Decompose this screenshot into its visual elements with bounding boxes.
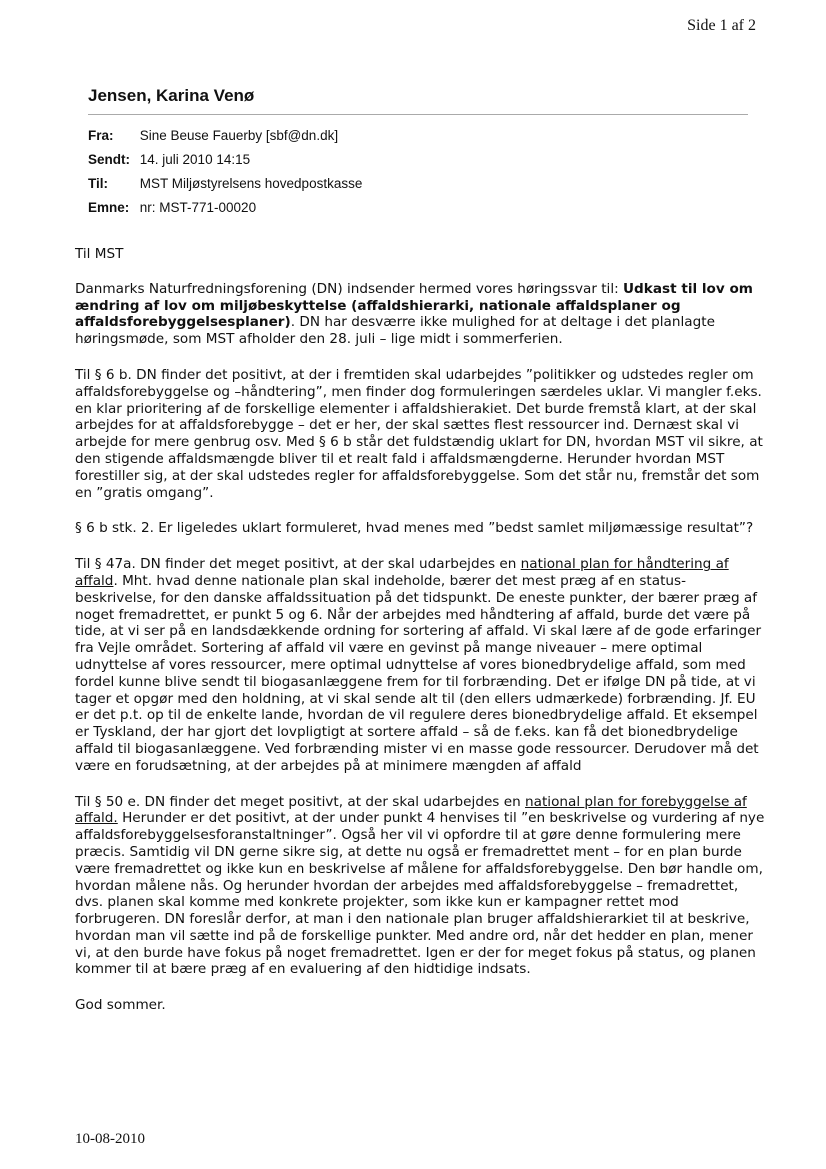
paragraph-intro-rest: . DN har desværre ikke mulighed for at deltage i det planlagte høringsmøde, som MST afholder den 28. juli – lige midt i sommerferien. bbox=[75, 314, 715, 348]
to-label: Til: bbox=[88, 176, 108, 191]
header-divider bbox=[88, 114, 748, 115]
greeting: Til MST bbox=[75, 246, 124, 262]
bill-title: Udkast til lov om ændring af lov om miljøbeskyttelse (affaldshierarki, nationale affaldsplaner og affaldsforebyggelsesplaner) bbox=[75, 280, 753, 331]
page-number: Side 1 af 2 bbox=[687, 17, 756, 34]
mailbox-owner-name: Jensen, Karina Venø bbox=[88, 86, 255, 105]
paragraph-section-47a bbox=[75, 556, 765, 774]
paragraph-50e-intro: Til § 50 e. DN finder det meget positivt, at der skal udarbejdes en bbox=[75, 793, 526, 810]
paragraph-section-6b: Til § 6 b. DN finder det positivt, at der i fremtiden skal udarbejdes ”politikker og udstedes regler om affaldsforebyggelse og –håndtering”, men finder dog formuleringen særdeles uklar. Vi mangler f.eks. en klar prioritering af de forskellige elementer i affaldshierakiet. Det burde fremstå klart, at der skal arbejdes for at affaldsforebygge – det er her, der skal sættes flest ressourcer ind. Dernæst skal vi arbejde for mere genbrug osv. Med § 6 b står det fuldstændig uklart for DN, hvordan MST vil sikre, at den stigende affaldsmængde bliver til et realt fald i affaldsmængderne. Herunder hvordan MST forestiller sig, at der skal udstedes regler for affaldsforebyggelse. Som det står nu, fremstår det som en ”gratis omgang”. bbox=[75, 366, 763, 501]
from-value: Sine Beuse Fauerby [sbf@dn.dk] bbox=[139, 128, 339, 143]
sent-row bbox=[88, 148, 728, 172]
subject-row bbox=[88, 196, 728, 220]
sent-value: 14. juli 2010 14:15 bbox=[139, 152, 251, 167]
paragraph-section-6b-stk2: § 6 b stk. 2. Er ligeledes uklart formuleret, hvad menes med ”bedst samlet miljømæssige resultat”? bbox=[75, 520, 754, 537]
from-row bbox=[88, 124, 728, 148]
to-row bbox=[88, 172, 728, 196]
closing: God sommer. bbox=[75, 997, 166, 1014]
prevention-plan-underlined: national plan for forebyggelse af affald. bbox=[75, 793, 747, 827]
paragraph-section-50e bbox=[75, 794, 765, 979]
national-waste-plan-underlined: national plan for håndtering af affald bbox=[75, 556, 729, 589]
from-label: Fra: bbox=[88, 128, 114, 143]
to-value: MST Miljøstyrelsens hovedpostkasse bbox=[139, 176, 363, 191]
paragraph-50e-rest: Herunder er det positivt, at der under punkt 4 henvises til ”en beskrivelse og vurdering af nye affaldsforebyggelsesforanstaltninger”. Også her vil vi opfordre til at gøre denne formulering mere præcis. Samtidig vil DN gerne sikre sig, at dette nu også er fremadrettet ment – for en plan burde være fremadrettet og ikke kun en beskrivelse af målene for affaldsforebyggelse. Den bør handle om, hvordan målene nås. Og herunder hvordan der arbejdes med affaldsforebyggelse – fremadrettet, dvs. planen skal komme med konkrete projekter, som ikke kun er kampagner rettet mod forbrugeren. DN foreslår derfor, at man i den nationale plan bruger affaldshierarkiet til at beskrive, hvordan man vil sætte ind på de forskellige punkter. Med andre ord, når det hedder en plan, mener vi, at den burde have fokus på noget fremadrettet. Igen er der for meget fokus på status, og planen kommer til at bære præg af en evaluering af den hidtidige indsats. bbox=[75, 810, 765, 978]
paragraph-47a-intro: Til § 47a. DN finder det meget positivt, at der skal udarbejdes en bbox=[75, 556, 521, 573]
paragraph-47a-rest: . Mht. hvad denne nationale plan skal indeholde, bærer det mest præg af en status-beskrivelse, for den danske affaldssituation på det tidspunkt. De eneste punkter, der bærer præg af noget fremadrettet, er punkt 5 og 6. Når der arbejdes med håndtering af affald, burde det være på tide, at vi ser på en landsdækkende ordning for sortering af affald. Vi skal lære af de gode erfaringer fra Vejle området. Sortering af affald vil være en gevinst på mange niveauer – mere optimal udnyttelse af vores ressourcer, mere optimal udnyttelse af vores bionedbrydelige affald, som med fordel kunne blive sendt til biogasanlæggene frem for til forbrænding. Det er ifølge DN på tide, at vi tager et opgør med den holdning, at vi skal sende alt til (den ellers udmærkede) forbrænding. Jf. EU er det p.t. op til de enkelte lande, hvordan de vil regulere deres bionedbrydelige affald. Et eksempel er Tyskland, der har gjort det lovpligtigt at sortere affald – så de f.eks. kan få det bionedbrydelige affald til biogasanlæggene. Ved forbrænding mister vi en masse gode ressourcer. Derudover må det være en forudsætning, at der arbejdes på at minimere mængden af affald bbox=[75, 572, 762, 774]
email-body bbox=[75, 246, 765, 1014]
paragraph-intro bbox=[75, 281, 765, 348]
email-header bbox=[88, 124, 728, 220]
sent-label: Sendt: bbox=[88, 152, 130, 167]
print-date: 10-08-2010 bbox=[75, 1131, 145, 1147]
paragraph-intro-text: Danmarks Naturfredningsforening (DN) indsender hermed vores høringssvar til: bbox=[75, 280, 624, 297]
subject-value: nr: MST-771-00020 bbox=[139, 200, 257, 215]
subject-label: Emne: bbox=[88, 200, 130, 215]
